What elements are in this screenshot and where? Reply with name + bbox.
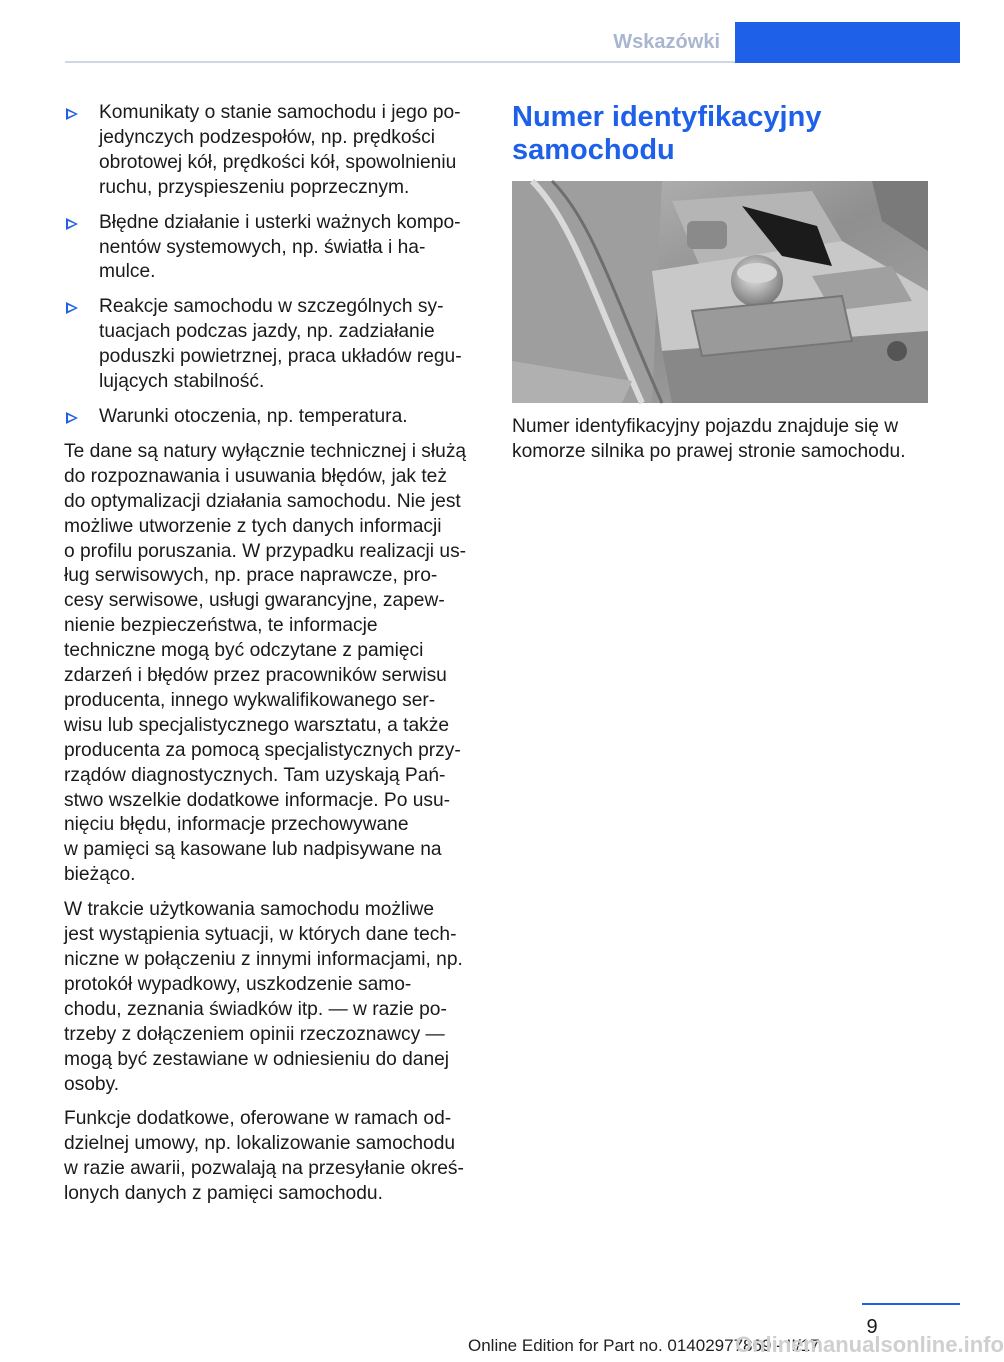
text-line: techniczne mogą być odczytane z pamięci — [64, 640, 424, 662]
text-line: bieżąco. — [64, 864, 136, 886]
text-line: dzielnej umowy, np. lokalizowanie samochodu — [64, 1133, 456, 1155]
text-line: do rozpoznawania i usuwania błędów, jak też — [64, 465, 447, 487]
text-line: zdarzeń i błędów przez pracowników serwisu — [64, 665, 447, 687]
body-paragraph — [64, 898, 478, 1097]
vin-location-text — [512, 415, 932, 465]
text-line: jedynczych podzespołów, np. prędkości — [99, 126, 435, 148]
text-line: w pamięci są kasowane lub nadpisywane na — [64, 839, 442, 861]
bullet-item — [64, 405, 478, 430]
text-line: Numer identyfikacyjny pojazdu znajduje się w — [512, 416, 899, 437]
bullet-triangle-icon — [66, 412, 78, 424]
text-line: cesy serwisowe, usługi gwarancyjne, zapew‐ — [64, 590, 445, 612]
text-line: możliwe utworzenie z tych danych informacji — [64, 515, 442, 537]
bullet-item — [64, 295, 478, 395]
text-line: Warunki otoczenia, np. temperatura. — [99, 405, 408, 427]
watermark: Onlinemanualsonline.info — [735, 1332, 1004, 1357]
footer-edition: Online Edition for Part no. 01402977869 - II/17 — [468, 1336, 820, 1355]
body-paragraph — [64, 440, 478, 888]
text-line: producenta za pomocą specjalistycznych przy‐ — [64, 739, 461, 761]
text-line: Komunikaty o stanie samochodu i jego po‐ — [99, 102, 461, 123]
engine-bay-photo — [512, 181, 928, 403]
text-line: do optymalizacji działania samochodu. Nie jest — [64, 490, 461, 512]
header-rule — [65, 61, 735, 63]
page-header-title: Wskazówki — [613, 31, 720, 53]
text-line: Te dane są natury wyłącznie technicznej i służą — [64, 440, 467, 462]
text-line: protokół wypadkowy, uszkodzenie samo‐ — [64, 973, 412, 995]
text-line: lonych danych z pamięci samochodu. — [64, 1183, 383, 1205]
text-line: nienie bezpieczeństwa, te informacje — [64, 615, 378, 637]
text-line: w razie awarii, pozwalają na przesyłanie okreś‐ — [64, 1158, 464, 1180]
text-line: komorze silnika po prawej stronie samochodu. — [512, 440, 906, 462]
text-line: lujących stabilność. — [99, 371, 265, 393]
text-line: rządów diagnostycznych. Tam uzyskają Pań‐ — [64, 764, 446, 786]
heading-line: Numer identyfikacyjny — [512, 101, 822, 133]
bullet-triangle-icon — [66, 302, 78, 314]
text-line: W trakcie użytkowania samochodu możliwe — [64, 899, 435, 921]
text-line: osoby. — [64, 1073, 120, 1095]
bullet-triangle-icon — [66, 108, 78, 120]
text-line: nentów systemowych, np. światła i ha‐ — [99, 236, 426, 258]
text-line: mogą być zestawiane w odniesieniu do danej — [64, 1048, 450, 1070]
left-column — [64, 101, 478, 1217]
text-line: poduszki powietrznej, praca układów regu‐ — [99, 346, 462, 368]
text-line: Błędne działanie i usterki ważnych kompo‐ — [99, 211, 461, 233]
right-column — [512, 101, 932, 462]
text-line: mulce. — [99, 261, 156, 283]
text-line: Funkcje dodatkowe, oferowane w ramach od‐ — [64, 1108, 452, 1130]
footer-rule — [862, 1303, 960, 1305]
page-number: 9 — [866, 1316, 878, 1338]
section-heading — [512, 101, 932, 167]
text-line: stwo wszelkie dodatkowe informacje. Po usu‐ — [64, 789, 451, 811]
text-line: producenta, innego wykwalifikowanego ser‐ — [64, 689, 436, 711]
text-line: chodu, zeznania świadków itp. — w razie po‐ — [64, 998, 447, 1020]
text-line: wisu lub specjalistycznego warsztatu, a także — [64, 714, 449, 736]
text-line: Reakcje samochodu w szczególnych sy‐ — [99, 296, 444, 318]
bullet-triangle-icon — [66, 218, 78, 230]
bullet-item — [64, 211, 478, 286]
text-line: jest wystąpienia sytuacji, w których dane tech‐ — [64, 924, 457, 946]
header-accent-block — [735, 22, 960, 63]
text-line: obrotowej kół, prędkości kół, spowolnieniu — [99, 151, 457, 173]
text-line: o profilu poruszania. W przypadku realizacji us‐ — [64, 540, 467, 562]
text-line: ług serwisowych, np. prace naprawcze, pro‐ — [64, 565, 438, 587]
body-paragraph — [64, 1107, 478, 1207]
text-line: nięciu błędu, informacje przechowywane — [64, 814, 409, 836]
bullet-item — [64, 101, 478, 201]
text-line: niczne w połączeniu z innymi informacjami, np. — [64, 949, 463, 970]
text-line: ruchu, przyspieszeniu poprzecznym. — [99, 176, 410, 198]
heading-line: samochodu — [512, 134, 675, 166]
text-line: tuacjach podczas jazdy, np. zadziałanie — [99, 321, 435, 343]
text-line: trzeby z dołączeniem opinii rzeczoznawcy — — [64, 1023, 445, 1045]
